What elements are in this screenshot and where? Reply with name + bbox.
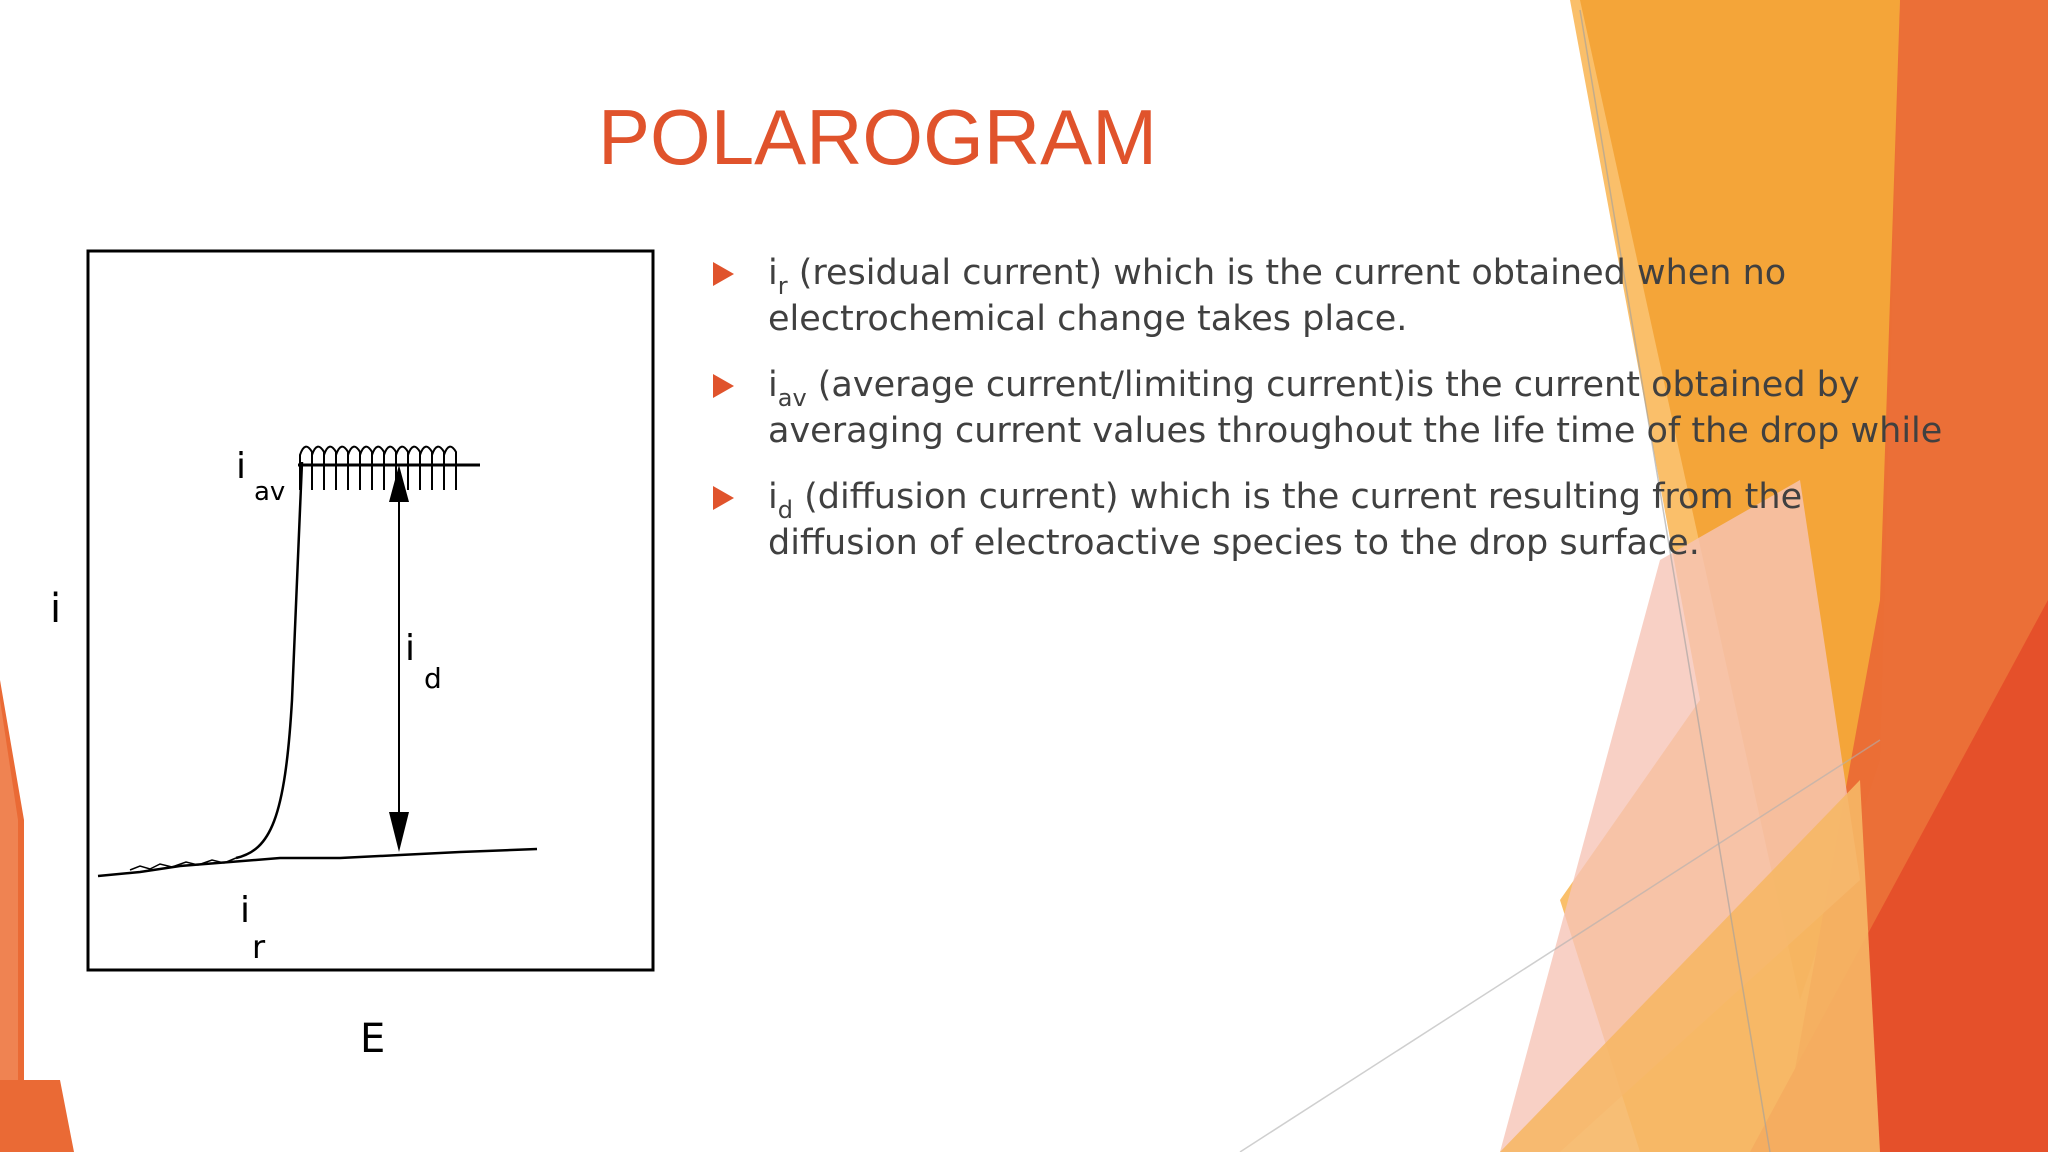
label-id-sub: d [424,662,442,695]
bullet-residual-current [710,250,1960,342]
label-ir-sub: r [252,928,266,966]
label-e-axis: E [360,1016,386,1062]
bullet-symbol: i [768,253,778,293]
bullet-diffusion-current [710,474,1960,566]
figure-frame [88,251,653,970]
label-id: i [405,628,416,669]
bullet-arrow-icon [713,486,734,510]
bullet-arrow-icon [713,262,734,286]
bullet-symbol-subscript: av [777,384,807,412]
label-iav: i [236,446,247,487]
bullet-symbol: i [768,477,778,517]
bullet-symbol: i [768,365,778,405]
bullet-text: (diffusion current) which is the current resulting from the diffusion of electroactive species to the drop surface. [768,477,1803,563]
bullet-text: (residual current) which is the current obtained when no electrochemical change takes place. [768,253,1787,339]
bullet-symbol-subscript: r [777,272,788,300]
label-i-axis: i [50,586,62,632]
bullet-text: (average current/limiting current)is the current obtained by averaging current values throughout the life time of the drop while [768,365,1943,451]
label-iav-sub: av [254,477,286,507]
bullet-arrow-icon [713,374,734,398]
label-ir: i [240,890,251,931]
bullet-average-current [710,362,1960,454]
bullet-list [710,250,1960,586]
slide-title: POLAROGRAM [598,93,1158,181]
bullet-symbol-subscript: d [777,496,793,524]
